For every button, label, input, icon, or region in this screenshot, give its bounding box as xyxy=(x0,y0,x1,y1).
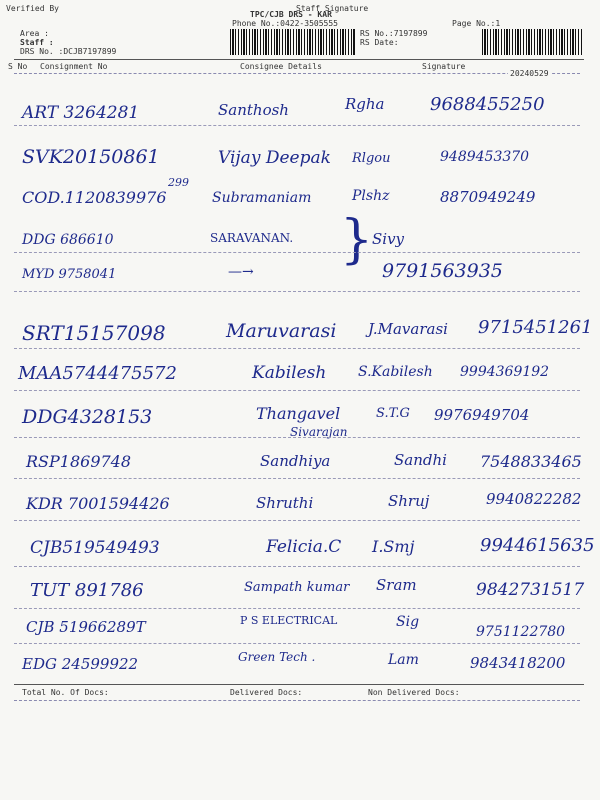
consignee-name: Subramaniam xyxy=(212,190,312,206)
consignee-name: SARAVANAN. xyxy=(210,231,294,245)
row-divider xyxy=(14,608,580,609)
consignee-name: —→ xyxy=(228,264,254,280)
consignment-number: KDR 7001594426 xyxy=(26,494,170,513)
consignee-phone: 9944615635 xyxy=(480,535,595,556)
consignee-name: Maruvarasi xyxy=(226,320,337,342)
row-divider xyxy=(14,478,580,479)
consignee-phone: 9842731517 xyxy=(476,580,585,600)
bracket-mark: } xyxy=(340,210,374,270)
consignee-signature: Lam xyxy=(388,652,419,668)
col-consignment: Consignment No xyxy=(40,62,108,71)
row-divider xyxy=(14,291,580,292)
consignee-signature: Rlgou xyxy=(352,151,391,166)
staff-label: Staff : xyxy=(20,38,54,47)
consignment-note: 299 xyxy=(168,176,189,189)
consignment-number: SRT15157098 xyxy=(22,321,166,345)
consignee-name: Thangavel xyxy=(256,404,341,423)
barcode-left xyxy=(230,29,355,55)
phone-number: Phone No.:0422-3505555 xyxy=(232,19,338,28)
consignee-name: Kabilesh xyxy=(252,363,327,383)
consignee-signature: Shruj xyxy=(388,492,430,510)
total-docs-label: Total No. Of Docs: xyxy=(22,688,109,697)
row-divider xyxy=(14,437,580,438)
consignment-number: RSP1869748 xyxy=(26,452,132,471)
row-divider xyxy=(14,348,580,349)
consignee-phone: 9489453370 xyxy=(440,149,530,165)
consignee-signature: Sivy xyxy=(372,230,405,248)
consignment-number: COD.1120839976 xyxy=(22,188,167,207)
consignee-name: P S ELECTRICAL xyxy=(240,614,338,627)
footer-rule xyxy=(14,700,580,701)
consignee-signature: J.Mavarasi xyxy=(368,320,448,338)
area-label: Area : xyxy=(20,29,49,38)
consignee-name: Santhosh xyxy=(218,101,289,119)
consignee-name: Sandhiya xyxy=(260,452,331,470)
row-divider xyxy=(14,125,580,126)
consignment-number: CJB519549493 xyxy=(30,538,160,558)
row-divider xyxy=(14,643,580,644)
consignment-number: MYD 9758041 xyxy=(22,267,117,282)
staff-signature-label: Staff Signature xyxy=(296,4,369,13)
consignee-phone: 8870949249 xyxy=(440,188,536,206)
consignee-signature: S.T.G xyxy=(376,406,410,421)
consignment-number: EDG 24599922 xyxy=(22,655,139,673)
row-divider xyxy=(14,520,580,521)
header-divider xyxy=(14,59,584,60)
consignee-phone: 9940822282 xyxy=(486,490,582,508)
delivered-docs-label: Delivered Docs: xyxy=(230,688,303,697)
consignment-number: MAA5744475572 xyxy=(18,363,177,384)
col-signature: Signature xyxy=(422,62,466,71)
col-consignee: Consignee Details xyxy=(240,62,322,71)
col-sno: S No xyxy=(8,62,28,71)
consignment-number: DDG 686610 xyxy=(22,232,114,248)
consignee-phone: 9688455250 xyxy=(430,94,545,115)
consignee-signature: Sig xyxy=(396,614,420,630)
consignee-phone: 9791563935 xyxy=(382,260,503,282)
consignment-number: DDG4328153 xyxy=(22,406,153,428)
consignee-name: Green Tech . xyxy=(238,650,316,664)
consignee-phone: 7548833465 xyxy=(480,452,582,471)
barcode-right xyxy=(482,29,582,55)
consignee-phone: 9715451261 xyxy=(478,317,593,338)
verified-by-label: Verified By xyxy=(6,4,59,13)
consignee-phone: 9994369192 xyxy=(460,364,550,380)
consignee-signature: Sram xyxy=(376,576,417,594)
rs-number: RS No.:7197899 xyxy=(360,29,428,38)
consignee-name-note: Sivarajan xyxy=(290,425,348,439)
consignee-name: Shruthi xyxy=(256,494,314,512)
print-date: 20240529 xyxy=(510,69,549,78)
footer-divider xyxy=(14,684,584,685)
row-divider xyxy=(14,390,580,391)
consignee-signature: S.Kabilesh xyxy=(358,364,433,380)
consignment-number: ART 3264281 xyxy=(22,103,140,123)
consignee-phone: 9976949704 xyxy=(434,406,530,424)
consignment-number: SVK20150861 xyxy=(22,146,160,168)
non-delivered-docs-label: Non Delivered Docs: xyxy=(368,688,460,697)
consignee-name: Vijay Deepak xyxy=(218,148,331,168)
drs-number: DRS No. :DCJB7197899 xyxy=(20,47,117,56)
consignee-signature: Plshz xyxy=(352,188,390,204)
consignee-phone: 9843418200 xyxy=(470,654,566,672)
consignee-signature: I.Smj xyxy=(372,537,415,556)
row-divider xyxy=(14,566,580,567)
consignment-number: TUT 891786 xyxy=(30,580,144,601)
page-number: Page No.:1 xyxy=(452,19,501,28)
row-divider xyxy=(14,252,580,253)
page-title: TPC/CJB DRS - KAR xyxy=(250,10,332,19)
rs-date: RS Date: xyxy=(360,38,399,47)
consignee-phone: 9751122780 xyxy=(476,624,566,640)
consignee-signature: Sandhi xyxy=(394,451,447,469)
consignment-number: CJB 51966289T xyxy=(26,618,146,636)
consignee-name: Sampath kumar xyxy=(244,580,350,595)
consignee-name: Felicia.C xyxy=(266,537,342,557)
consignee-signature: Rgha xyxy=(345,95,385,113)
column-divider xyxy=(14,73,580,74)
